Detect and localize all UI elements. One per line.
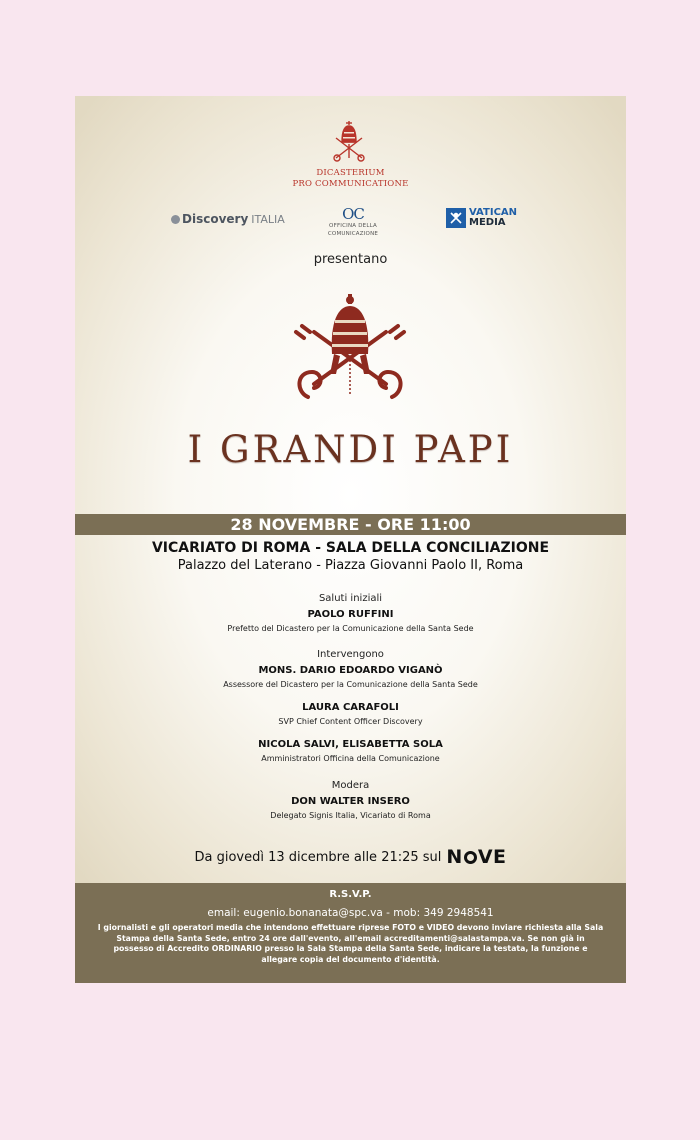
- date-time-band: 28 NOVEMBRE - ORE 11:00: [75, 514, 626, 535]
- speaker-name: LAURA CARAFOLI: [302, 702, 399, 713]
- vatican-line1: VATICAN: [469, 207, 518, 218]
- program-label-speakers: Intervengono: [317, 649, 384, 660]
- speaker-name: NICOLA SALVI, ELISABETTA SOLA: [258, 739, 443, 750]
- speaker-role: SVP Chief Content Officer Discovery: [278, 717, 423, 726]
- vatican-media-logo: [446, 208, 517, 228]
- vatican-line2: MEDIA: [469, 217, 506, 228]
- papal-coat-of-arms-icon: [290, 292, 410, 422]
- rsvp-contact[interactable]: email: eugenio.bonanata@spc.va - mob: 349 2948541: [207, 907, 494, 919]
- rsvp-title: R.S.V.P.: [329, 889, 372, 900]
- speaker-name: MONS. DARIO EDOARDO VIGANÒ: [258, 665, 443, 676]
- vatican-media-icon: [446, 208, 466, 228]
- speaker-role: Prefetto del Dicastero per la Comunicazione della Santa Sede: [227, 624, 474, 633]
- dicastery-line2: PRO COMMUNICATIONE: [292, 179, 409, 189]
- speaker-role: Assessore del Dicastero per la Comunicazione della Santa Sede: [223, 680, 478, 689]
- event-title: I GRANDI PAPI: [187, 428, 514, 471]
- broadcast-text: Da giovedì 13 dicembre alle 21:25 sul: [194, 849, 442, 865]
- moderator-name: DON WALTER INSERO: [291, 796, 410, 807]
- oc-mark: OC: [342, 205, 364, 223]
- officina-comunicazione-logo: [315, 206, 391, 238]
- presents-text: presentano: [313, 252, 388, 267]
- venue-address: Palazzo del Laterano - Piazza Giovanni Paolo II, Roma: [177, 558, 524, 573]
- discovery-globe-icon: [171, 215, 180, 224]
- rsvp-section: [75, 883, 626, 983]
- papal-tiara-keys-icon: [331, 118, 367, 164]
- discovery-name: Discovery: [182, 212, 249, 226]
- dicastery-name: [75, 168, 626, 190]
- speaker-role: Amministratori Officina della Comunicazione: [261, 754, 440, 763]
- invitation-card: [75, 96, 626, 983]
- moderator-role: Delegato Signis Italia, Vicariato di Roma: [270, 811, 431, 820]
- partner-logos: [75, 206, 626, 236]
- program-label-greetings: Saluti iniziali: [318, 593, 383, 604]
- venue-name: VICARIATO DI ROMA - SALA DELLA CONCILIAZIONE: [151, 540, 550, 556]
- discovery-italia-logo: [171, 212, 285, 226]
- nove-channel-logo: N VE: [446, 846, 507, 868]
- program-label-moderator: Modera: [331, 780, 370, 791]
- oc-name: OFFICINA DELLA COMUNICAZIONE: [327, 223, 379, 237]
- speaker-name: PAOLO RUFFINI: [307, 609, 394, 620]
- broadcast-info: [75, 846, 626, 868]
- accreditation-note: I giornalisti e gli operatori media che intendono effettuare riprese FOTO e VIDEO devono inviare richiesta alla Sala Stampa della Santa Sede, entro 24 ore dall'evento, all'email accreditamenti@salastampa.va. Se non già in possesso di Accredito ORDINARIO presso la Sala Stampa della Santa Sede, indicare la testata, la funzione e allegare copia del documento d'identità.: [97, 923, 604, 964]
- dicastery-line1: DICASTERIUM: [316, 168, 385, 178]
- discovery-suffix: ITALIA: [251, 212, 285, 226]
